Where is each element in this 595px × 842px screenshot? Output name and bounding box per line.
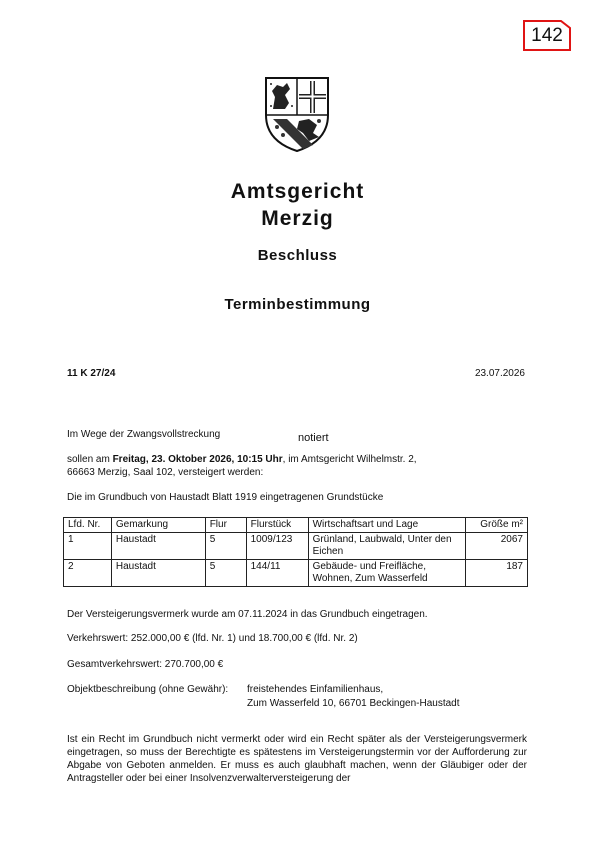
table-cell: 144/11 xyxy=(246,560,308,587)
col-header-gemarkung: Gemarkung xyxy=(111,518,205,533)
col-header-flurstueck: Flurstück xyxy=(246,518,308,533)
col-header-groesse: Größe m² xyxy=(466,518,528,533)
page-number-stamp xyxy=(523,20,571,51)
grundbuch-text: Die im Grundbuch von Haustadt Blatt 1919 eingetragenen Grundstücke xyxy=(67,492,384,503)
court-name-line2: Merzig xyxy=(261,207,334,230)
objekt-label: Objektbeschreibung (ohne Gewähr): xyxy=(67,684,229,695)
schedule-line2: 66663 Merzig, Saal 102, versteigert werden: xyxy=(67,467,264,478)
schedule-rest: , im Amtsgericht Wilhelmstr. 2, xyxy=(282,454,417,465)
objekt-line1: freistehendes Einfamilienhaus, xyxy=(247,684,384,695)
document-type: Beschluss xyxy=(257,247,338,264)
table-row xyxy=(64,560,528,587)
court-name-line1: Amtsgericht xyxy=(230,180,365,203)
table-cell: 5 xyxy=(205,560,246,587)
intro-text: Im Wege der Zwangsvollstreckung xyxy=(67,429,221,440)
table-cell: 1 xyxy=(64,533,112,560)
case-number: 11 K 27/24 xyxy=(67,368,116,379)
document-subject: Terminbestimmung xyxy=(224,296,371,313)
parcels-table xyxy=(63,517,528,587)
verkehrswert-text: Verkehrswert: 252.000,00 € (lfd. Nr. 1) und 18.700,00 € (lfd. Nr. 2) xyxy=(67,633,358,644)
page-number: 142 xyxy=(531,25,563,46)
table-row xyxy=(64,533,528,560)
handwritten-note: notiert xyxy=(298,432,329,444)
col-header-lfd-nr: Lfd. Nr. xyxy=(64,518,112,533)
table-cell: 2 xyxy=(64,560,112,587)
objekt-line2: Zum Wasserfeld 10, 66701 Beckingen-Haustadt xyxy=(247,698,460,709)
rights-paragraph: Ist ein Recht im Grundbuch nicht vermerkt oder wird ein Recht später als der Versteigerungsvermerk eingetragen, so muss der Berechtigte es spätestens im Versteigerungstermin vor der Aufforderung zur Abgabe von Geboten anmelden. Er muss es auch glaubhaft machen, wenn der Gläubiger oder der Antragsteller oder bei einer Insolvenzverwalterversteigerung der xyxy=(67,734,527,784)
schedule-paragraph xyxy=(67,453,467,479)
table-cell: 2067 xyxy=(466,533,528,560)
col-header-flur: Flur xyxy=(205,518,246,533)
auction-date: Freitag, 23. Oktober 2026, 10:15 Uhr xyxy=(112,454,283,465)
table-cell: 187 xyxy=(466,560,528,587)
document-date: 23.07.2026 xyxy=(474,368,525,379)
table-cell: Grünland, Laubwald, Unter den Eichen xyxy=(308,533,466,560)
gesamtverkehrswert-text: Gesamtverkehrswert: 270.700,00 € xyxy=(67,659,224,670)
schedule-prefix: sollen am xyxy=(67,454,113,465)
table-cell: 1009/123 xyxy=(246,533,308,560)
col-header-wirtschaftsart: Wirtschaftsart und Lage xyxy=(308,518,466,533)
table-header-row xyxy=(64,518,528,533)
table-cell: Haustadt xyxy=(111,560,205,587)
coat-of-arms-icon xyxy=(263,75,331,158)
table-cell: 5 xyxy=(205,533,246,560)
table-cell: Gebäude- und Freifläche, Wohnen, Zum Wasserfeld xyxy=(308,560,466,587)
vermerk-text: Der Versteigerungsvermerk wurde am 07.11.2024 in das Grundbuch eingetragen. xyxy=(67,609,428,620)
table-cell: Haustadt xyxy=(111,533,205,560)
